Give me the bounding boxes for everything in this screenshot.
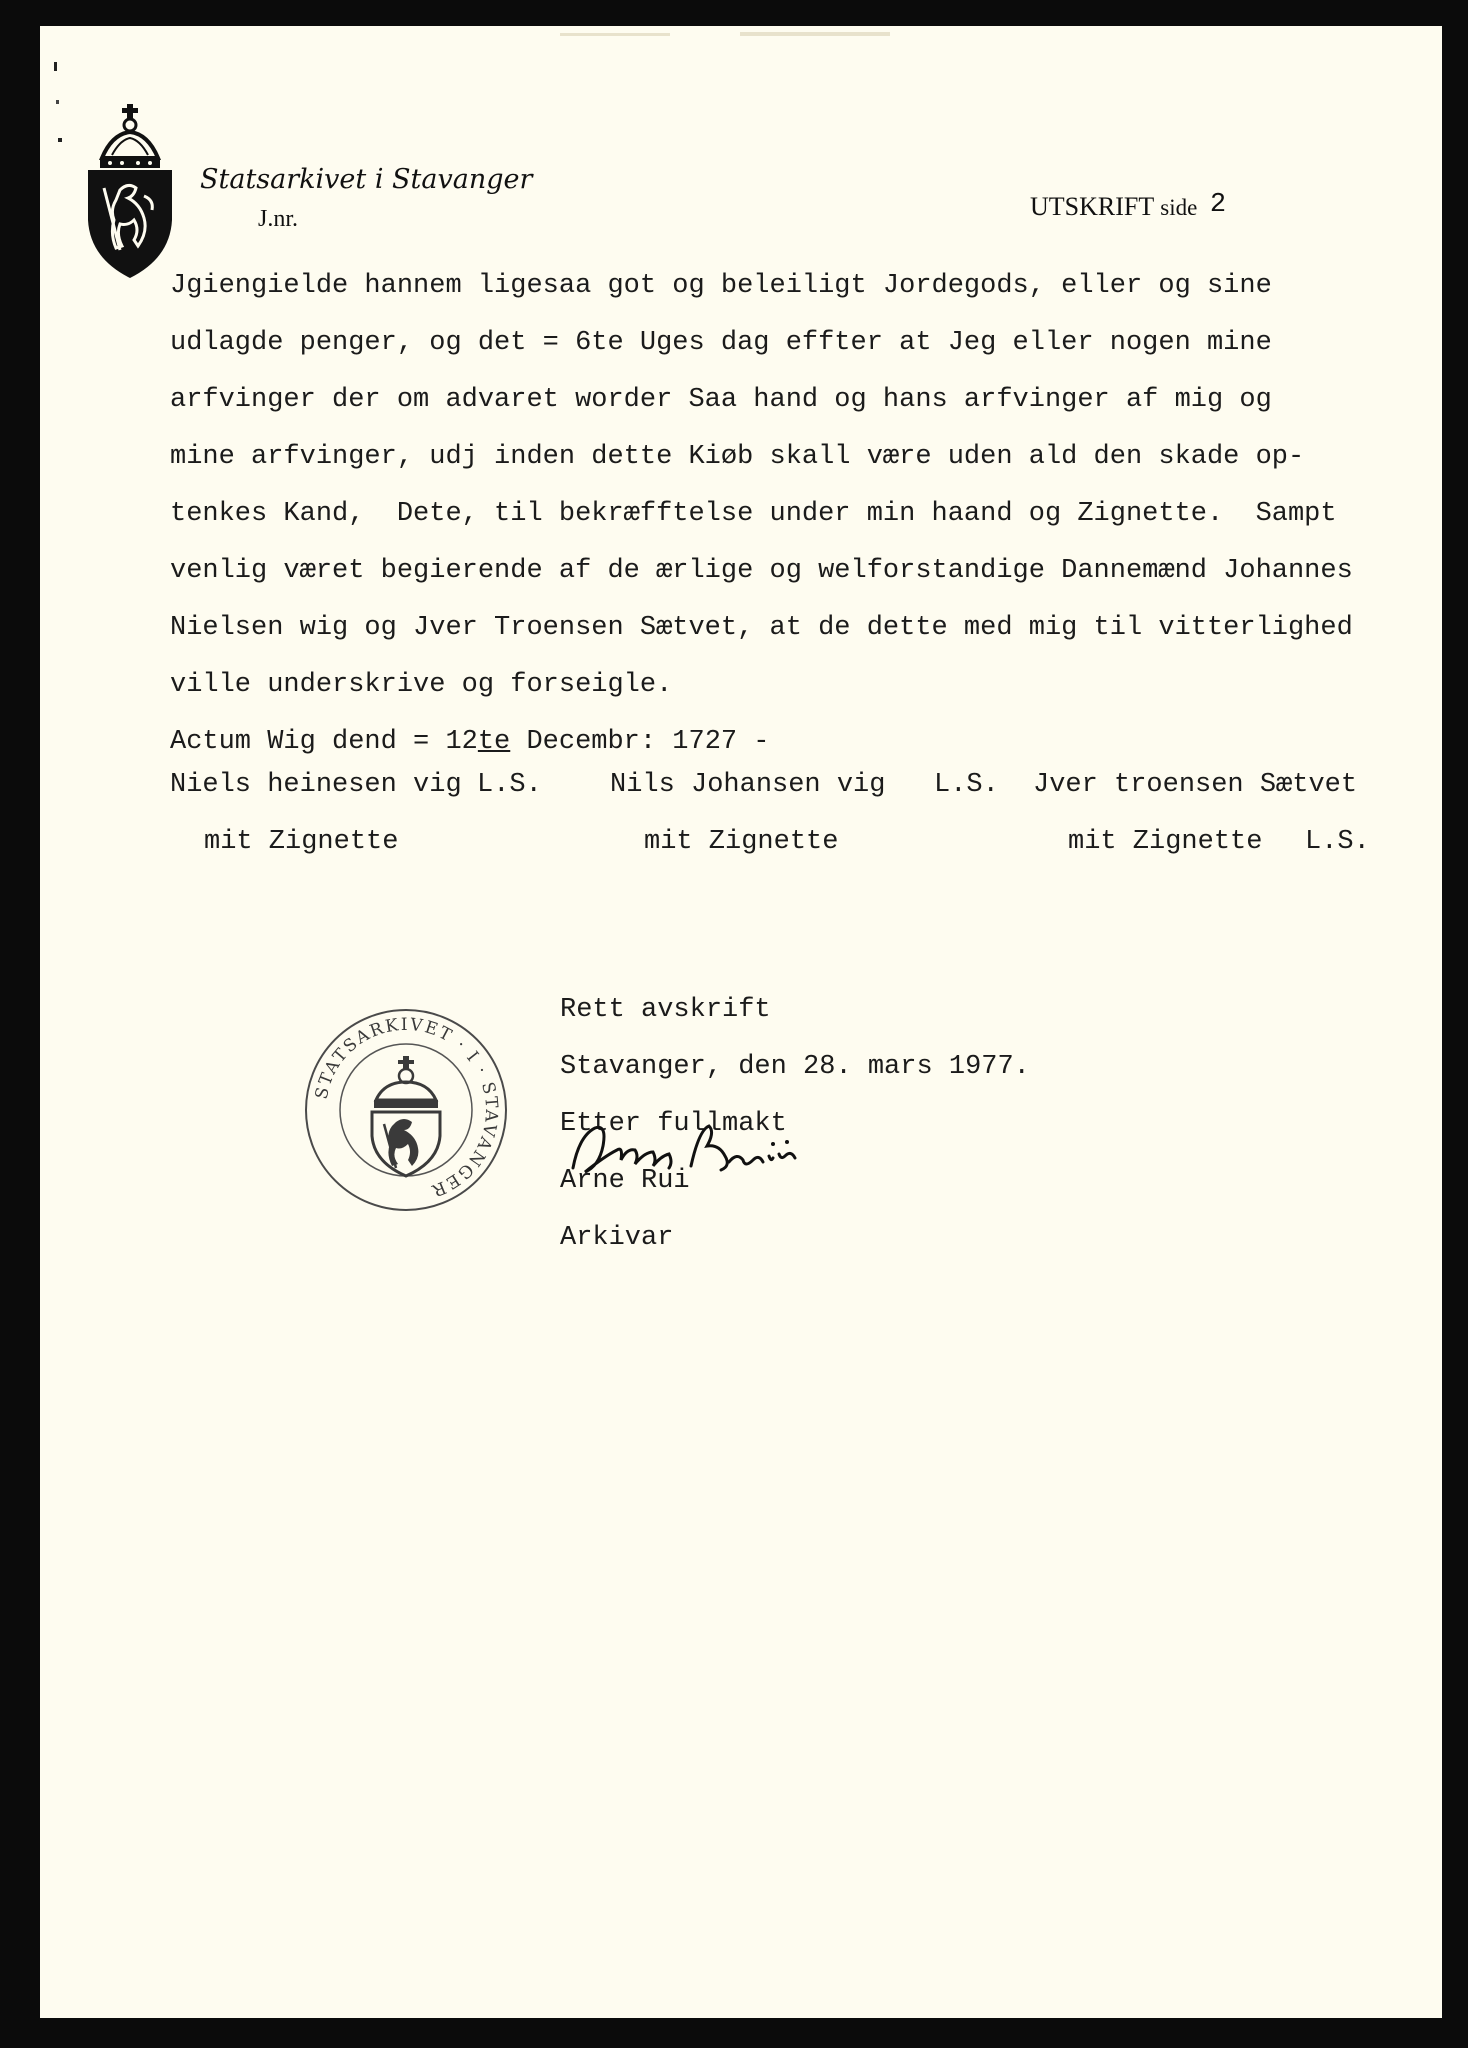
seal-text: STATSARKIVET · I · STAVANGER [311,1014,502,1201]
coat-of-arms-icon [82,100,178,280]
attest-line-3: Etter fullmakt [560,1109,787,1139]
page-number: 2 [1209,190,1227,220]
body-line: venlig været begierende af de ærlige og welforstandige Dannemænd Johannes [170,556,1353,586]
archive-name: Statsarkivet i Stavanger [200,164,533,195]
ls-marker-1: L.S. [477,770,542,800]
actum-prefix: Actum Wig dend = 12 [170,727,478,757]
attest-line-4: Arne Rui [560,1166,690,1196]
body-line: tenkes Kand, Dete, til bekræfftelse under min haand og Zignette. Sampt [170,499,1337,529]
actum-line [170,714,1353,771]
attest-line-1: Rett avskrift [560,995,771,1025]
scan-border-right [1442,0,1468,2048]
zignette-label-2: mit Zignette [644,827,839,857]
signatory-3: Jver troensen Sætvet [1033,770,1358,800]
handwritten-signature [565,1116,805,1186]
transcription-body [170,258,1353,771]
actum-superscript: te [477,727,511,757]
scan-border-left [0,0,40,2048]
ls-marker-3: L.S. [1305,827,1370,857]
body-line: udlagde penger, og det = 6te Uges dag effter at Jeg eller nogen mine [170,328,1272,358]
signatory-2: Nils Johansen vig [610,770,886,800]
body-line: Nielsen wig og Jver Troensen Sætvet, at de dette med mig til vitterlighed [170,613,1353,643]
scan-border-top [0,0,1468,26]
attest-line-2: Stavanger, den 28. mars 1977. [560,1052,1030,1082]
faint-top-marks [560,30,940,42]
zignette-label-1: mit Zignette [204,827,399,857]
ls-marker-2: L.S. [934,770,999,800]
archive-seal-icon [300,1004,512,1216]
body-line: Jgiengielde hannem ligesaa got og beleiligt Jordegods, eller og sine [170,271,1272,301]
margin-marks [50,60,70,170]
journal-number-label: J.nr. [258,206,299,232]
actum-suffix: Decembr: 1727 - [510,727,770,757]
signatory-1: Niels heinesen vig [170,770,462,800]
scan-border-bottom [0,2018,1468,2048]
zignette-label-3: mit Zignette [1068,827,1263,857]
body-line: mine arfvinger, udj inden dette Kiøb skall være uden ald den skade op- [170,442,1305,472]
utskrift-page-label [1030,192,1226,224]
side-word: side [1160,195,1198,220]
body-line: arfvinger der om advaret worder Saa hand og hans arfvinger af mig og [170,385,1272,415]
body-line: ville underskrive og forseigle. [170,670,673,700]
utskrift-word: UTSKRIFT [1030,192,1154,221]
attest-line-5: Arkivar [560,1223,674,1253]
